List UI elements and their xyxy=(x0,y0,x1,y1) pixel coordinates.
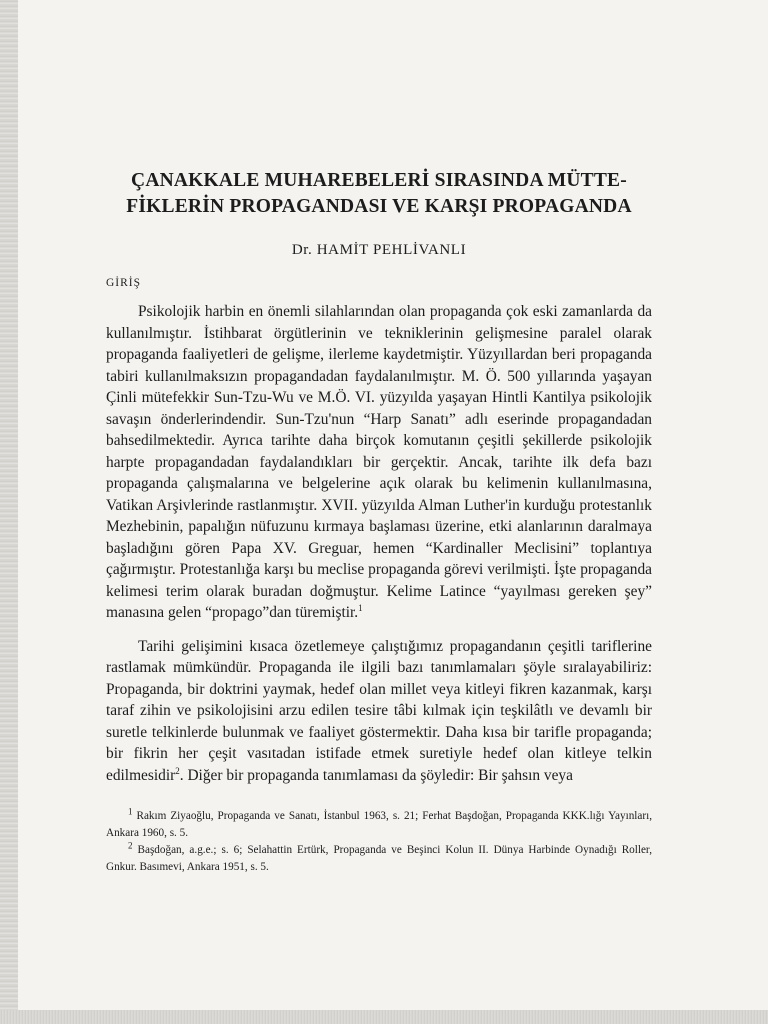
author-name: Dr. HAMİT PEHLİVANLI xyxy=(291,242,467,258)
section-heading: GİRİŞ xyxy=(106,277,142,289)
footnote-ref-1: 1 xyxy=(358,602,363,613)
paragraph-2-text: Tarihi gelişimini kısaca özetlemeye çalıştığımız propagandanın çeşitli tariflerine rastlamak mümkündür. Propaganda ile ilgili bazı tanımlamaları şöyle sıralayabiliriz: Propaganda, bir doktrini yaymak, hedef olan millet veya kitleyi fikren kazanmak, karşı taraf zihin ve psikolojisini arzu edilen tesire tâbi kılmak için teşkilâtlı ve devamlı bir suretle telkinlerde bulunmak ve faaliyet göstermektir. Daha kısa bir tarifle propaganda; bir fikrin her çeşit vasıtadan istifade etmek suretiyle hedef olan kitleye telkin edilmesidir xyxy=(106,637,652,784)
footnote-ref-2: 2 xyxy=(175,765,180,776)
footnote-1-text: Rakım Ziyaoğlu, Propaganda ve Sanatı, İstanbul 1963, s. 21; Ferhat Başdoğan, Propaganda KKK.lığı Yayınları, Ankara 1960, s. 5. xyxy=(106,810,652,839)
footnote-2-text: Başdoğan, a.g.e.; s. 6; Selahattin Ertürk, Propaganda ve Beşinci Kolun II. Dünya Harbinde Oynadığı Roller, Gnkur. Basımevi, Ankara 1951, s. 5. xyxy=(106,844,653,873)
footnote-1 xyxy=(106,808,652,842)
footnote-2 xyxy=(106,842,652,876)
paragraph-2 xyxy=(106,636,652,787)
paragraph-2-continuation: . Diğer bir propaganda tanımlaması da şöyledir: Bir şahsın veya xyxy=(179,766,573,784)
title-line-2: FİKLERİN PROPAGANDASI VE KARŞI PROPAGANDA xyxy=(126,196,632,217)
footnotes xyxy=(106,808,652,876)
paragraph-1 xyxy=(106,301,652,624)
scan-edge-bottom xyxy=(0,1010,768,1024)
footnote-2-number: 2 xyxy=(128,840,133,851)
footnote-1-number: 1 xyxy=(128,806,133,817)
paragraph-1-text: Psikolojik harbin en önemli silahlarından olan propaganda çok eski zamanlarda da kullanılmıştır. İstihbarat örgütlerinin ve tekniklerinin gelişmesine paralel olarak propaganda faaliyetleri de gelişme, ilerleme kaydetmiştir. Yüzyıllardan beri propaganda tabiri kullanılmaksızın propagandadan faydalanılmıştır. M. Ö. 500 yıllarında yaşayan Çinli mütefekkir Sun-Tzu-Wu ve M.Ö. VI. yüzyılda yaşayan Hintli Kantilya psikolojik savaşın önderlerindendir. Sun-Tzu'nun “Harp Sanatı” adlı eserinde propagandadan bahsedilmektedir. Ayrıca tarihte daha birçok komutanın çeşitli şekillerde psikolojik harpte propagandadan faydalandıkları bir gerçektir. Ancak, tarihte ilk defa bazı propaganda çalışmalarına ve belgelerine açık olarak bu kelimenin kullanılmasına, Vatikan Arşivlerinde rastlanmıştır. XVII. yüzyılda Alman Luther'in kurduğu protestanlık Mezhebinin, papalığın nüfuzunu kırmaya başlaması üzerine, etki alanlarının daralmaya başladığını gören Papa XV. Greguar, hemen “Kardinaller Meclisini” toplantıya çağırmıştır. Protestanlığa karşı bu meclise propaganda görevi verilmişti. İşte propaganda kelimesi terim olarak buradan doğmuştur. Kelime Latince “yayılması gereken şey” manasına gelen “propago”dan türemiştir. xyxy=(106,303,652,621)
article-title xyxy=(106,168,652,220)
scan-edge-left xyxy=(0,0,18,1024)
document-page xyxy=(106,168,652,876)
title-line-1: ÇANAKKALE MUHAREBELERİ SIRASINDA MÜTTE- xyxy=(131,170,627,191)
